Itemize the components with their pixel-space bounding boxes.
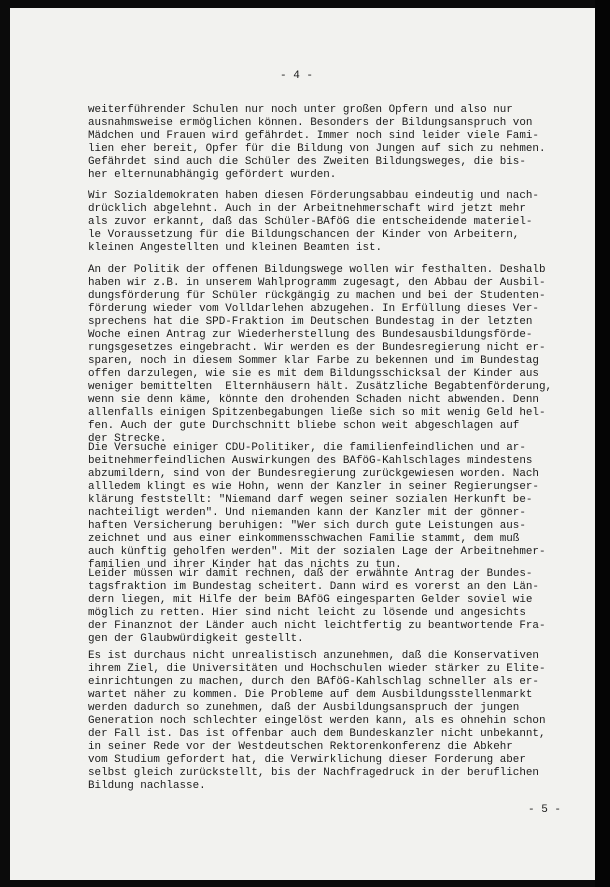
text-line: sprechens hat die SPD-Fraktion im Deutschen Bundestag in der letzten bbox=[88, 316, 533, 328]
paragraph-2 bbox=[88, 190, 593, 255]
text-line: weniger bemittelten Elternhäusern hält. Zusätzliche Begabtenförderung, bbox=[88, 381, 553, 393]
text-line: klärung feststellt: "Niemand darf wegen seiner sozialen Herkunft be- bbox=[88, 494, 533, 506]
text-line: zeichnet und aus einer einkommensschwachen Familie stammt, dem muß bbox=[88, 533, 520, 545]
text-line: lien eher bereit, Opfer für die Bildung von Jungen auf sich zu nehmen. bbox=[88, 143, 546, 155]
text-line: als zuvor erkannt, daß das Schüler-BAföG die entscheidende materiel- bbox=[88, 216, 533, 228]
text-line: wartet näher zu kommen. Die Probleme auf dem Ausbildungsstellenmarkt bbox=[88, 689, 533, 701]
text-line: Woche einen Antrag zur Wiederherstellung des Bundesausbildungsförde- bbox=[88, 329, 533, 341]
scan-edge bbox=[595, 0, 610, 887]
text-line: le Voraussetzung für die Bildungschancen der Kinder von Arbeitern, bbox=[88, 229, 520, 241]
text-line: auch künftig geholfen werden". Mit der sozialen Lage der Arbeitnehmer- bbox=[88, 546, 546, 558]
text-line: werden dadurch so zunehmen, daß der Ausbildungsanspruch der jungen bbox=[88, 702, 520, 714]
text-line: haben wir z.B. in unserem Wahlprogramm zugesagt, den Abbau der Ausbil- bbox=[88, 277, 546, 289]
text-line: selbst gleich zurückstellt, bis der Nachfragedruck in der beruflichen bbox=[88, 767, 539, 779]
text-line: Die Versuche einiger CDU-Politiker, die familienfeindlichen und ar- bbox=[88, 442, 526, 454]
text-line: möglich zu retten. Hier sind nicht leicht zu lösende und angesichts bbox=[88, 607, 526, 619]
text-line: dungsförderung für Schüler rückgängig zu machen und bei der Studenten- bbox=[88, 290, 546, 302]
text-line: wenn sie denn käme, könnte den drohenden Schaden nicht abwenden. Denn bbox=[88, 394, 539, 406]
text-line: Leider müssen wir damit rechnen, daß der erwähnte Antrag der Bundes- bbox=[88, 568, 533, 580]
text-line: Bildung nachlasse. bbox=[88, 780, 206, 792]
text-line: weiterführender Schulen nur noch unter großen Opfern und also nur bbox=[88, 104, 513, 116]
text-line: drücklich abgelehnt. Auch in der Arbeitnehmerschaft wird jetzt mehr bbox=[88, 203, 526, 215]
text-line: fen. Auch der gute Durchschnitt bliebe schon weit abgeschlagen auf bbox=[88, 420, 520, 432]
text-line: haften Versicherung beruhigen: "Wer sich durch gute Leistungen aus- bbox=[88, 520, 526, 532]
text-line: dern liegen, mit Hilfe der beim BAföG eingesparten Gelder soviel wie bbox=[88, 594, 533, 606]
text-line: der Fall ist. Das ist offenbar auch dem Bundeskanzler nicht unbekannt, bbox=[88, 728, 546, 740]
text-line: gen der Glaubwürdigkeit gestellt. bbox=[88, 633, 304, 645]
text-line: beitnehmerfeindlichen Auswirkungen des BAföG-Kahlschlages mindestens bbox=[88, 455, 533, 467]
paragraph-4 bbox=[88, 442, 593, 572]
text-line: Gefährdet sind auch die Schüler des Zweiten Bildungsweges, die bis- bbox=[88, 156, 526, 168]
text-line: sparen, noch in diesem Sommer klar Farbe zu bekennen und im Bundestag bbox=[88, 355, 539, 367]
text-line: offen darzulegen, wie sie es mit dem Bildungsschicksal der Kinder aus bbox=[88, 368, 539, 380]
text-line: tagsfraktion im Bundestag scheitert. Dann wird es vorerst an den Län- bbox=[88, 581, 539, 593]
text-line: Es ist durchaus nicht unrealistisch anzunehmen, daß die Konservativen bbox=[88, 650, 539, 662]
text-line: vom Studium gefordert hat, die Verwirklichung dieser Forderung aber bbox=[88, 754, 526, 766]
text-line: Wir Sozialdemokraten haben diesen Förderungsabbau eindeutig und nach- bbox=[88, 190, 539, 202]
document-page bbox=[10, 8, 595, 880]
text-line: familien und ihrer Kinder hat das nichts zu tun. bbox=[88, 559, 402, 571]
paragraph-6 bbox=[88, 650, 593, 793]
text-line: einrichtungen zu machen, durch den BAföG-Kahlschlag schneller als er- bbox=[88, 676, 539, 688]
paragraph-1 bbox=[88, 104, 593, 182]
text-line: Mädchen und Frauen wird gefährdet. Immer noch sind leider viele Fami- bbox=[88, 130, 539, 142]
text-line: rungsgesetzes eingebracht. Wir werden es der Bundesregierung nicht er- bbox=[88, 342, 546, 354]
page-number: - 4 - bbox=[280, 70, 314, 82]
paragraph-5 bbox=[88, 568, 593, 646]
text-line: ihrem Ziel, die Universitäten und Hochschulen wieder stärker zu Elite- bbox=[88, 663, 546, 675]
text-line: Generation noch schlechter eingelöst werden kann, als es ohnehin schon bbox=[88, 715, 546, 727]
text-line: ausnahmsweise ermöglichen können. Besonders der Bildungsanspruch von bbox=[88, 117, 533, 129]
text-line: An der Politik der offenen Bildungswege wollen wir festhalten. Deshalb bbox=[88, 264, 546, 276]
paragraph-3 bbox=[88, 264, 593, 446]
next-page-marker: - 5 - bbox=[528, 804, 562, 816]
text-line: allledem klingt es wie Hohn, wenn der Kanzler in seiner Regierungser- bbox=[88, 481, 539, 493]
text-line: förderung wieder vom Volldarlehen abzugehen. In Erfüllung dieses Ver- bbox=[88, 303, 539, 315]
text-line: in seiner Rede vor der Westdeutschen Rektorenkonferenz die Abkehr bbox=[88, 741, 513, 753]
text-line: her elternunabhängig gefördert wurden. bbox=[88, 169, 337, 181]
text-line: der Finanznot der Länder auch nicht leichtfertig zu beantwortende Fra- bbox=[88, 620, 546, 632]
text-line: allenfalls einigen Spitzenbegabungen ließe sich so mit wenig Geld hel- bbox=[88, 407, 546, 419]
text-line: abzumildern, sind von der Bundesregierung zurückgewiesen worden. Nach bbox=[88, 468, 539, 480]
text-line: nachteiligt werden". Und niemanden kann der Kanzler mit der gönner- bbox=[88, 507, 526, 519]
text-line: kleinen Angestellten und kleinen Beamten ist. bbox=[88, 242, 383, 254]
text-line: der Strecke. bbox=[88, 433, 167, 445]
